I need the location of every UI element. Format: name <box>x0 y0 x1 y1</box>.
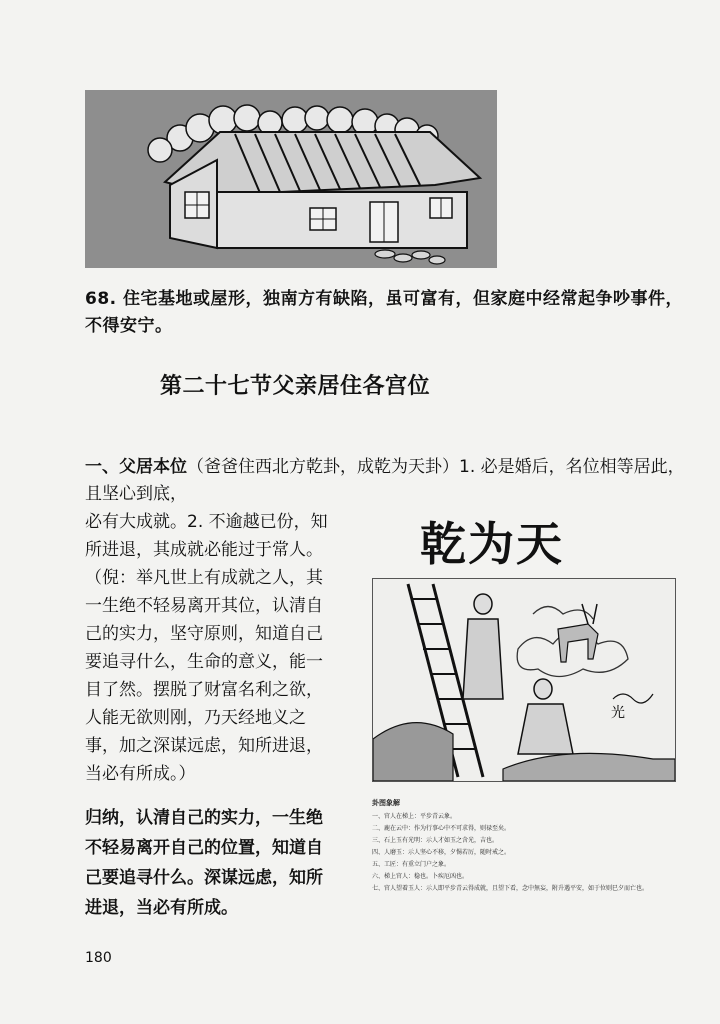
hexagram-title: 乾为天 <box>420 517 564 571</box>
summary-text: 归纳，认清自己的实力，一生绝不轻易离开自己的位置，知道自己要追寻什么。深谋远虑，知所进退，当必有所成。 <box>85 808 323 918</box>
paragraph-lead: 一、父居本位 <box>85 457 187 477</box>
guang-label: 光 <box>611 705 625 721</box>
legend-title: 卦图象解 <box>372 799 400 807</box>
paragraph-column: 必有大成就。2. 不逾越已份，知所进退，其成就必能过于常人。（倪：举凡世上有成就之人，其一生绝不轻易离开其位，认清自己的实力，坚守原则，知道自己要追寻什么，生命的意义，能一目了然。摆脱了财富名利之欲，人能无欲则刚，乃天经地义之事，加之深谋远虑，知所进退，当必有所成。） <box>85 512 328 784</box>
legend-item: 四、人磨玉：示人坚心不移，夕惕若厉，随时戒之。 <box>372 849 511 856</box>
house-illustration <box>85 90 497 268</box>
paragraph-first-line <box>85 454 685 508</box>
legend-item: 一、官人在梯上：平步青云象。 <box>372 813 457 820</box>
house-caption: 68. 住宅基地或屋形，独南方有缺陷，虽可富有，但家庭中经常起争吵事件，不得安宁。 <box>85 289 684 336</box>
house-drawing <box>85 90 497 268</box>
legend-item: 三、石上玉有光明：示人才如玉之含光，吉也。 <box>372 837 499 844</box>
hexagram-illustration <box>372 578 676 782</box>
legend-item: 二、鹿在云中：作为行事心中不可求得，则禄至矣。 <box>372 825 511 832</box>
legend-item: 七、官人望着玉人：示人即平步青云得成就，且望下看，念中無妄，附升遇平安，如于位则巳夕而亡也。 <box>372 885 649 892</box>
section-title: 第二十七节父亲居住各宫位 <box>160 374 431 399</box>
page-number: 180 <box>85 950 112 966</box>
paragraph-first-rest: （爸爸住西北方乾卦，成乾为天卦）1. 必是婚后，名位相等居此，且坚心到底， <box>85 457 685 504</box>
legend-item: 五、工匠：有重立门户之象。 <box>372 861 451 868</box>
hexagram-legend <box>372 797 692 895</box>
legend-item: 六、梯上官人：稳也。卜疾厄凶也。 <box>372 873 469 880</box>
hexagram-drawing <box>373 579 675 781</box>
